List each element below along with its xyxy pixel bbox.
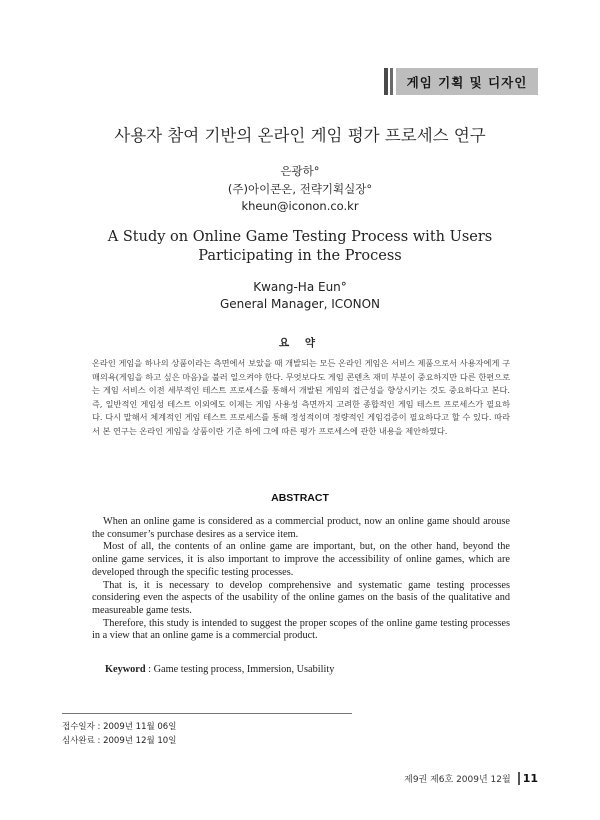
footnote-divider	[62, 713, 352, 714]
abstract-english-paragraph: When an online game is considered as a commercial product, now an online game should arouse the consumer’s purchase desires as a service item.	[92, 516, 510, 540]
author-email: kheun@iconon.co.kr	[241, 199, 359, 213]
abstract-english-body	[92, 516, 510, 643]
abstract-english-paragraph: Most of all, the contents of an online game are important, but, on the other hand, beyond the online game services, it is also important to improve the accessibility of online games, which are developed through the specific testing processes.	[92, 541, 510, 578]
journal-issue: 제9권 제6호 2009년 12월	[404, 775, 511, 785]
paper-title-english-line2: Participating in the Process	[198, 248, 402, 264]
abstract-english-heading: ABSTRACT	[271, 492, 329, 504]
footer-divider	[518, 772, 520, 785]
author-name-korean: 은광하°	[280, 164, 320, 178]
received-date: 접수일자 : 2009년 11월 06일	[62, 722, 177, 732]
page-footer	[404, 772, 538, 785]
page-number: 11	[522, 772, 538, 785]
section-header-bar	[390, 68, 393, 95]
abstract-korean-text: 온라인 게임을 하나의 상품이라는 측면에서 보았을 때 개발되는 모든 온라인 게임은 서비스 제품으로서 사용자에게 구매의욕(게임을 하고 싶은 마음)을 불러 일으켜야 한다. 무엇보다도 게임 콘텐츠 재미 부분이 중요하지만 다른 한편으로는 게임 서비스 이전 세부적인 테스트 프로세스를 통해서 개발된 게임의 접근성을 향상시키는 것도 중요하다고 본다. 즉, 일반적인 게임성 테스트 이외에도 이제는 게임 사용성 측면까지 고려한 종합적인 게임 테스트 프로세스가 필요하다. 다시 말해서 체계적인 게임 테스트 프로세스를 통해 정성적이며 정량적인 게임검증이 필요하다고 할 수 있다. 따라서 본 연구는 온라인 게임을 상품이란 기준 하에 그에 따른 평가 프로세스에 관한 내용을 제안하였다.	[92, 358, 510, 436]
author-affiliation-korean: (주)아이콘온, 전략기획실장°	[227, 182, 373, 196]
keyword-label: Keyword	[105, 664, 146, 675]
review-completed-date: 심사완료 : 2009년 12월 10일	[62, 736, 177, 746]
section-label: 게임 기획 및 디자인	[396, 68, 538, 95]
abstract-english-paragraph: Therefore, this study is intended to suggest the proper scopes of the online game testing processes in a view that an online game is a commercial product.	[92, 617, 510, 642]
paper-title-korean: 사용자 참여 기반의 온라인 게임 평가 프로세스 연구	[114, 126, 486, 145]
abstract-korean-heading: 요 약	[279, 337, 321, 349]
section-header	[384, 68, 538, 95]
keywords	[105, 664, 334, 675]
author-affiliation-english: General Manager, ICONON	[219, 297, 381, 311]
author-name-english: Kwang-Ha Eun°	[253, 280, 347, 294]
paper-title-english-line1: A Study on Online Game Testing Process with Users	[107, 229, 493, 245]
abstract-english-paragraph: That is, it is necessary to develop comprehensive and systematic game testing processes considering even the aspects of the usability of the online games on the basis of the qualitative and measureable game tests.	[92, 579, 510, 616]
keyword-list: : Game testing process, Immersion, Usability	[145, 664, 335, 675]
section-header-bar	[384, 68, 388, 95]
